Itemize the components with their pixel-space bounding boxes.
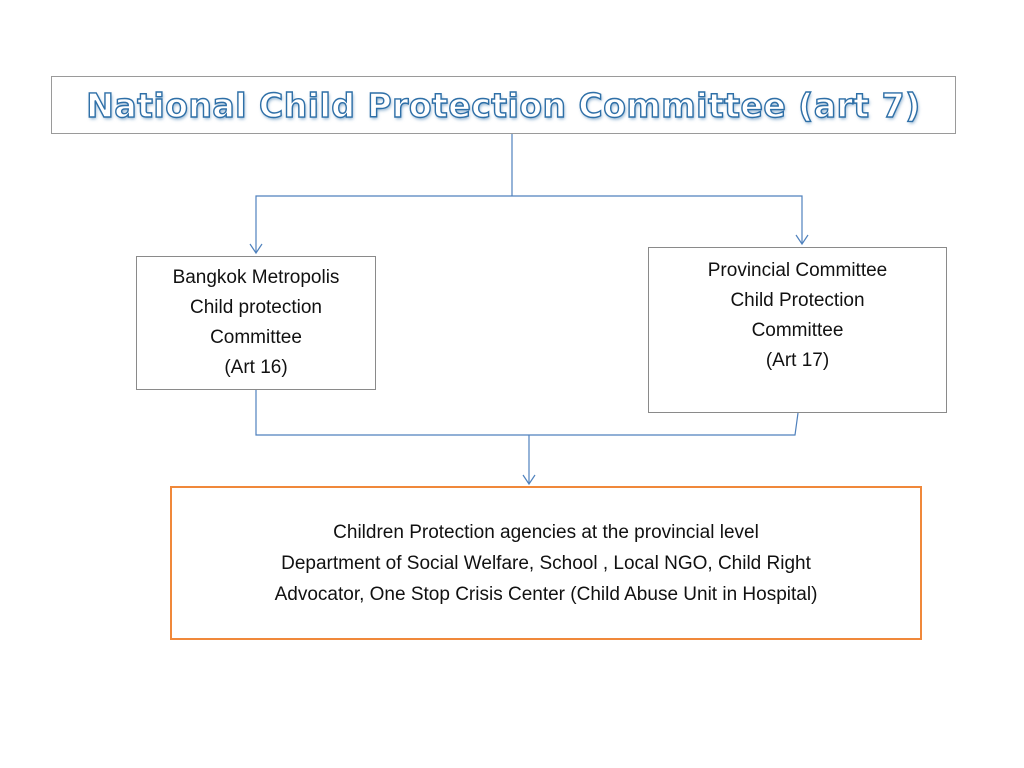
national-committee-title: National Child Protection Committee (art 7)	[86, 85, 921, 125]
bangkok-committee-line: (Art 16)	[224, 357, 288, 378]
provincial-committee-line: Provincial Committee	[707, 260, 888, 281]
bangkok-committee-line: Committee	[210, 327, 302, 348]
bangkok-committee-box	[136, 256, 376, 390]
provincial-committee-line: Child Protection	[730, 290, 865, 311]
national-committee-box	[51, 76, 956, 134]
provincial-agencies-line: Department of Social Welfare, School , Local NGO, Child Right	[281, 552, 811, 574]
provincial-agencies-line: Children Protection agencies at the provincial level	[333, 521, 759, 543]
provincial-committee-line: Committee	[751, 320, 844, 341]
provincial-agencies-line: Advocator, One Stop Crisis Center (Child Abuse Unit in Hospital)	[274, 583, 818, 605]
provincial-agencies-box	[170, 486, 922, 640]
connector-title-to-branches	[256, 134, 802, 252]
provincial-committee-line: (Art 17)	[765, 350, 830, 371]
bangkok-committee-line: Child protection	[189, 297, 323, 318]
provincial-committee-box	[648, 247, 947, 413]
bangkok-committee-line: Bangkok Metropolis	[172, 267, 340, 288]
